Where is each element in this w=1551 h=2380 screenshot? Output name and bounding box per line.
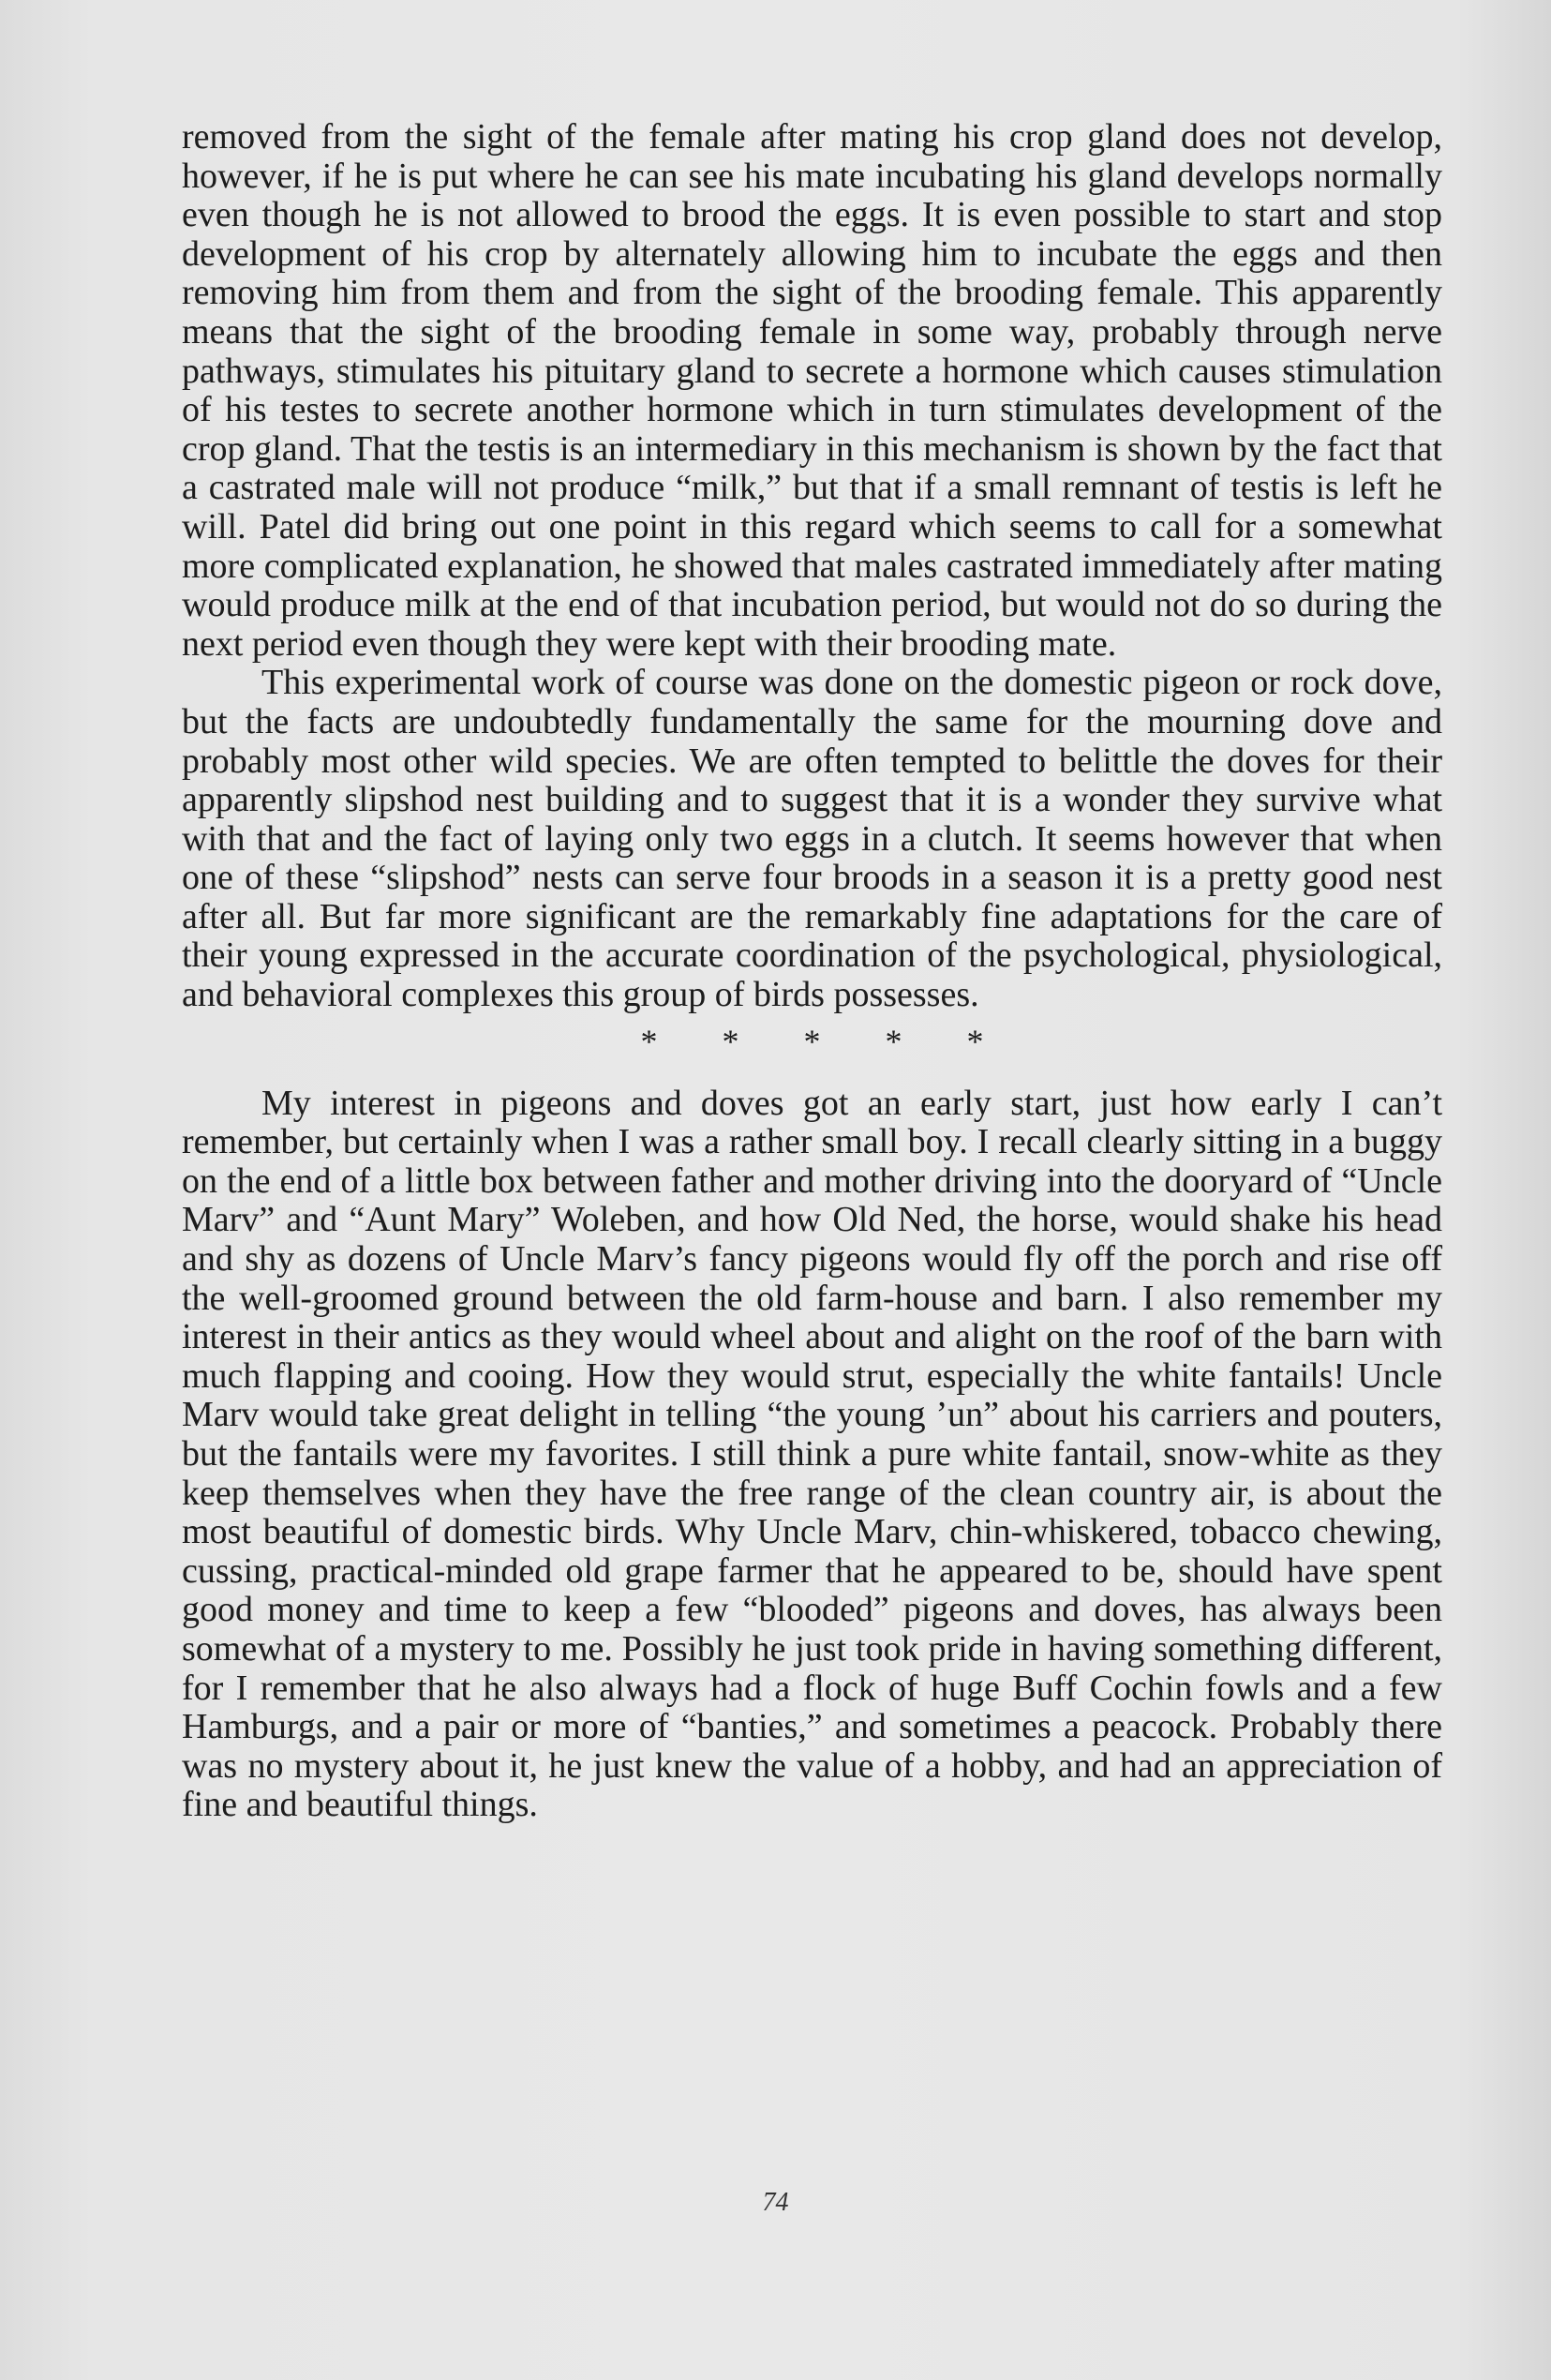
section-separator: * * * * * (640, 1022, 1012, 1060)
paragraph-crop-gland: removed from the sight of the female after mating his crop gland does not develop, however, if he is put where he can see his mate incubating his gland develops normally even though he is not allowed to brood the eggs. It is even possible to start and stop development of his crop by alternately allowing him to incubate the eggs and then removing him from them and from the sight of the brooding female. This apparently means that the sight of the brooding female in some way, probably through nerve pathways, stimulates his pituitary gland to secrete a hormone which causes stimulation of his testes to secrete another hormone which in turn stimulates development of the crop gland. That the testis is an intermediary in this mechanism is shown by the fact that a castrated male will not produce “milk,” but that if a small remnant of testis is left he will. Patel did bring out one point in this regard which seems to call for a somewhat more complicated explanation, he showed that males castrated immediately after mating would produce milk at the end of that incubation period, but would not do so during the next period even though they were kept with their brooding mate. (182, 117, 1442, 664)
paragraph-early-interest: My interest in pigeons and doves got an early start, just how early I can’t remember, but certainly when I was a rather small boy. I recall clearly sitting in a buggy on the end of a little box between father and mother driving into the dooryard of “Uncle Marv” and “Aunt Mary” Woleben, and how Old Ned, the horse, would shake his head and shy as dozens of Uncle Marv’s fancy pigeons would fly off the porch and rise off the well-groomed ground between the old farm-house and barn. I also remember my interest in their antics as they would wheel about and alight on the roof of the barn with much flapping and cooing. How they would strut, especially the white fantails! Uncle Marv would take great delight in telling “the young ’un” about his carriers and pouters, but the fantails were my favorites. I still think a pure white fantail, snow-white as they keep themselves when they have the free range of the clean country air, is about the most beautiful of domestic birds. Why Uncle Marv, chin-whiskered, tobacco chewing, cussing, practical-minded old grape farmer that he appeared to be, should have spent good money and time to keep a few “blooded” pigeons and doves, has always been somewhat of a mystery to me. Possibly he just took pride in having something different, for I remember that he also always had a flock of huge Buff Cochin fowls and a few Hamburgs, and a pair or more of “banties,” and sometimes a peacock. Probably there was no mystery about it, he just knew the value of a hobby, and had an appreciation of fine and beautiful things. (182, 1083, 1442, 1825)
paragraph-experimental-work: This experimental work of course was done on the domestic pigeon or rock dove, but the facts are undoubtedly fundamentally the same for the mourning dove and probably most other wild species. We are often tempted to belittle the doves for their apparently slipshod nest building and to suggest that it is a wonder they survive what with that and the fact of laying only two eggs in a clutch. It seems however that when one of these “slipshod” nests can serve four broods in a season it is a pretty good nest after all. But far more significant are the remarkably fine adaptations for the care of their young expressed in the accurate coordination of the psychological, physiological, and behavioral complexes this group of birds possesses. (182, 663, 1442, 1015)
body-text (182, 118, 1442, 1825)
page-number: 74 (762, 2188, 789, 2217)
